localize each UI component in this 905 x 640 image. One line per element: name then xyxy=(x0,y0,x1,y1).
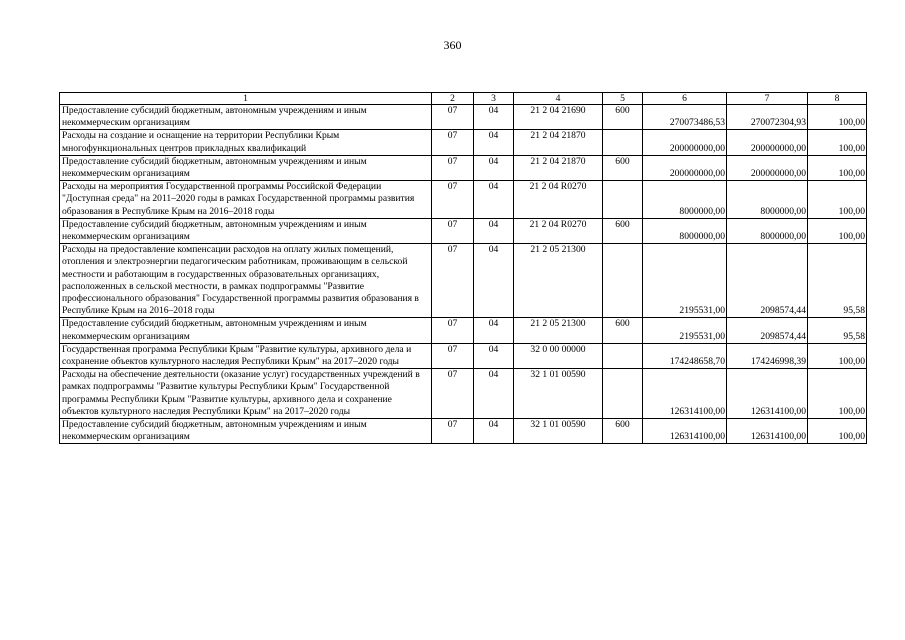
executed-amount: 270072304,93 xyxy=(727,105,808,130)
target-code: 21 2 05 21300 xyxy=(514,318,603,343)
header-cell: 3 xyxy=(474,93,514,105)
planned-amount: 174248658,70 xyxy=(643,343,727,368)
execution-percent: 100,00 xyxy=(808,105,867,130)
section-code: 07 xyxy=(432,369,474,419)
executed-amount: 2098574,44 xyxy=(727,244,808,318)
section-code: 07 xyxy=(432,130,474,155)
subsection-code: 04 xyxy=(474,105,514,130)
expense-type-code: 600 xyxy=(603,419,643,444)
target-code: 21 2 04 R0270 xyxy=(514,181,603,219)
execution-percent: 100,00 xyxy=(808,130,867,155)
table-row xyxy=(60,369,867,419)
subsection-code: 04 xyxy=(474,318,514,343)
expense-type-code: 600 xyxy=(603,105,643,130)
header-cell: 1 xyxy=(60,93,432,105)
expense-name: Расходы на предоставление компенсации расходов на оплату жилых помещений, отопления и электроэнергии педагогическим работникам, проживающим в сельской местности и работающим в государственных образовательных организациях, расположенных в сельской местности, в рамках подпрограммы "Развитие профессионального образования" Государственной программы развития образования в Республике Крым на 2016–2018 годы xyxy=(60,244,432,318)
target-code: 32 1 01 00590 xyxy=(514,419,603,444)
target-code: 21 2 04 21870 xyxy=(514,155,603,180)
expense-type-code xyxy=(603,369,643,419)
section-code: 07 xyxy=(432,181,474,219)
header-cell: 4 xyxy=(514,93,603,105)
executed-amount: 8000000,00 xyxy=(727,181,808,219)
expense-name: Предоставление субсидий бюджетным, автономным учреждениям и иным некоммерческим организациям xyxy=(60,155,432,180)
planned-amount: 8000000,00 xyxy=(643,181,727,219)
subsection-code: 04 xyxy=(474,130,514,155)
section-code: 07 xyxy=(432,105,474,130)
expense-type-code xyxy=(603,343,643,368)
planned-amount: 2195531,00 xyxy=(643,318,727,343)
header-cell: 5 xyxy=(603,93,643,105)
planned-amount: 270073486,53 xyxy=(643,105,727,130)
execution-percent: 95,58 xyxy=(808,318,867,343)
target-code: 32 0 00 00000 xyxy=(514,343,603,368)
header-cell: 7 xyxy=(727,93,808,105)
execution-percent: 100,00 xyxy=(808,155,867,180)
target-code: 21 2 05 21300 xyxy=(514,244,603,318)
subsection-code: 04 xyxy=(474,244,514,318)
executed-amount: 126314100,00 xyxy=(727,369,808,419)
section-code: 07 xyxy=(432,318,474,343)
table-row xyxy=(60,318,867,343)
expense-type-code: 600 xyxy=(603,218,643,243)
header-cell: 8 xyxy=(808,93,867,105)
expense-name: Предоставление субсидий бюджетным, автономным учреждениям и иным некоммерческим организациям xyxy=(60,218,432,243)
planned-amount: 126314100,00 xyxy=(643,419,727,444)
budget-table xyxy=(59,92,867,444)
subsection-code: 04 xyxy=(474,155,514,180)
expense-name: Расходы на создание и оснащение на территории Республики Крым многофункциональных центров прикладных квалификаций xyxy=(60,130,432,155)
executed-amount: 200000000,00 xyxy=(727,130,808,155)
executed-amount: 126314100,00 xyxy=(727,419,808,444)
subsection-code: 04 xyxy=(474,419,514,444)
header-row xyxy=(60,93,867,105)
table-row xyxy=(60,181,867,219)
section-code: 07 xyxy=(432,343,474,368)
target-code: 32 1 01 00590 xyxy=(514,369,603,419)
expense-name: Расходы на обеспечение деятельности (оказание услуг) государственных учреждений в рамках подпрограммы "Развитие культуры Республики Крым" Государственной программы Республики Крым "Развитие культуры, архивного дела и сохранение объектов культурного наследия Республики Крым" на 2017–2020 годы xyxy=(60,369,432,419)
executed-amount: 8000000,00 xyxy=(727,218,808,243)
table-row xyxy=(60,218,867,243)
expense-type-code: 600 xyxy=(603,155,643,180)
execution-percent: 100,00 xyxy=(808,181,867,219)
expense-type-code xyxy=(603,244,643,318)
header-cell: 2 xyxy=(432,93,474,105)
subsection-code: 04 xyxy=(474,181,514,219)
subsection-code: 04 xyxy=(474,218,514,243)
executed-amount: 174246998,39 xyxy=(727,343,808,368)
planned-amount: 200000000,00 xyxy=(643,155,727,180)
table-row xyxy=(60,155,867,180)
expense-type-code xyxy=(603,181,643,219)
expense-name: Предоставление субсидий бюджетным, автономным учреждениям и иным некоммерческим организациям xyxy=(60,105,432,130)
planned-amount: 126314100,00 xyxy=(643,369,727,419)
expense-name: Расходы на мероприятия Государственной программы Российской Федерации "Доступная среда" на 2011–2020 годы в рамках Государственной программы развития образования в Республике Крым на 2016–2018 годы xyxy=(60,181,432,219)
section-code: 07 xyxy=(432,218,474,243)
table-row xyxy=(60,130,867,155)
planned-amount: 2195531,00 xyxy=(643,244,727,318)
expense-type-code: 600 xyxy=(603,318,643,343)
execution-percent: 95,58 xyxy=(808,244,867,318)
execution-percent: 100,00 xyxy=(808,343,867,368)
header-cell: 6 xyxy=(643,93,727,105)
subsection-code: 04 xyxy=(474,369,514,419)
page-number: 360 xyxy=(443,38,462,52)
section-code: 07 xyxy=(432,419,474,444)
target-code: 21 2 04 21870 xyxy=(514,130,603,155)
target-code: 21 2 04 21690 xyxy=(514,105,603,130)
execution-percent: 100,00 xyxy=(808,419,867,444)
execution-percent: 100,00 xyxy=(808,218,867,243)
execution-percent: 100,00 xyxy=(808,369,867,419)
expense-name: Предоставление субсидий бюджетным, автономным учреждениям и иным некоммерческим организациям xyxy=(60,318,432,343)
target-code: 21 2 04 R0270 xyxy=(514,218,603,243)
table-row xyxy=(60,244,867,318)
table-row xyxy=(60,105,867,130)
table-row xyxy=(60,419,867,444)
table-row xyxy=(60,343,867,368)
planned-amount: 200000000,00 xyxy=(643,130,727,155)
section-code: 07 xyxy=(432,155,474,180)
executed-amount: 2098574,44 xyxy=(727,318,808,343)
expense-type-code xyxy=(603,130,643,155)
section-code: 07 xyxy=(432,244,474,318)
executed-amount: 200000000,00 xyxy=(727,155,808,180)
expense-name: Государственная программа Республики Крым "Развитие культуры, архивного дела и сохранение объектов культурного наследия Республики Крым" на 2017–2020 годы xyxy=(60,343,432,368)
expense-name: Предоставление субсидий бюджетным, автономным учреждениям и иным некоммерческим организациям xyxy=(60,419,432,444)
planned-amount: 8000000,00 xyxy=(643,218,727,243)
subsection-code: 04 xyxy=(474,343,514,368)
